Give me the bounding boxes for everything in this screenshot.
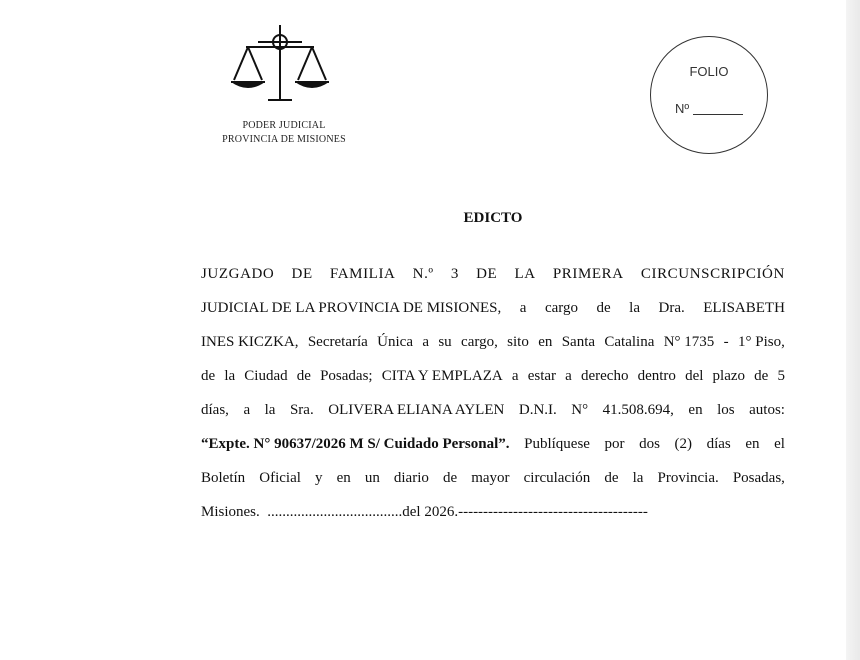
word: DE: [476, 266, 498, 282]
word: N° 1735: [663, 334, 715, 350]
word: el: [774, 436, 785, 452]
word: (2): [674, 436, 693, 452]
text-line-3: [201, 326, 785, 360]
document-body: [201, 258, 785, 530]
text-line-2: [201, 292, 785, 326]
word: dentro: [637, 368, 676, 384]
folio-number-blank: [693, 114, 743, 115]
folio-number: [675, 101, 743, 116]
text-line-8: Misiones. ....................................del 2026.--------------------------------------: [201, 504, 648, 520]
word: en: [745, 436, 760, 452]
word: Secretaría: [307, 334, 368, 350]
word: N°: [571, 402, 589, 418]
word: 5: [777, 368, 785, 384]
word: a: [519, 300, 527, 316]
folio-number-label: Nº: [675, 101, 690, 116]
word: a: [243, 402, 251, 418]
word: a: [565, 368, 572, 384]
poder-judicial-seal: [214, 22, 354, 152]
text-line-4: [201, 360, 785, 394]
word: la: [629, 300, 640, 316]
word: OLIVERA ELIANA AYLEN: [328, 402, 505, 418]
scales-of-justice-icon: [228, 22, 332, 106]
folio-label: FOLIO: [689, 64, 729, 79]
word: Sra.: [289, 402, 314, 418]
word: de: [201, 368, 216, 384]
word: de: [596, 300, 611, 316]
word: en: [688, 402, 703, 418]
word: a: [511, 368, 519, 384]
seal-line-2: PROVINCIA DE MISIONES: [222, 134, 346, 145]
word: en: [538, 334, 553, 350]
page-edge-shadow: [846, 0, 860, 660]
seal-line-1: PODER JUDICIAL: [242, 120, 326, 131]
word: 3: [450, 266, 459, 282]
word: CIRCUNSCRIPCIÓN: [640, 266, 785, 282]
word: N.º: [412, 266, 434, 282]
word: y: [314, 470, 323, 486]
word: Posadas;: [320, 368, 373, 384]
folio-stamp: [650, 36, 768, 154]
word: 1° Piso,: [738, 334, 785, 350]
word: Santa: [561, 334, 596, 350]
document-title: EDICTO: [463, 210, 523, 226]
word: Oficial: [259, 470, 301, 486]
word: cargo,: [461, 334, 498, 350]
word: derecho: [580, 368, 629, 384]
word: de: [442, 470, 458, 486]
word: la: [632, 470, 644, 486]
word: “Expte. N° 90637/2026 M S/ Cuidado Personal”.: [201, 436, 510, 452]
word: de: [296, 368, 311, 384]
word: plazo: [712, 368, 746, 384]
word: Única: [377, 334, 413, 350]
word: su: [438, 334, 452, 350]
text-line-7: [201, 462, 785, 496]
word: del: [685, 368, 704, 384]
text-line-6: [201, 428, 785, 462]
word: cargo: [544, 300, 578, 316]
word: de: [604, 470, 619, 486]
word: LA: [514, 266, 536, 282]
word: la: [224, 368, 236, 384]
word: Boletín: [201, 470, 246, 486]
word: por: [604, 436, 625, 452]
word: Provincia.: [657, 470, 719, 486]
word: los: [717, 402, 735, 418]
word: Posadas,: [732, 470, 785, 486]
word: PRIMERA: [552, 266, 624, 282]
word: DE: [291, 266, 313, 282]
word: Ciudad: [244, 368, 288, 384]
word: 41.508.694,: [602, 402, 674, 418]
word: FAMILIA: [329, 266, 396, 282]
word: autos:: [749, 402, 785, 418]
word: D.N.I.: [518, 402, 557, 418]
word: Catalina: [604, 334, 655, 350]
word: un: [364, 470, 380, 486]
word: a: [422, 334, 429, 350]
word: Publíquese: [524, 436, 590, 452]
word: Dra.: [658, 300, 685, 316]
word: circulación: [523, 470, 591, 486]
word: ELISABETH: [703, 300, 785, 316]
word: INES KICZKA,: [201, 334, 299, 350]
word: diario: [393, 470, 429, 486]
word: mayor: [471, 470, 510, 486]
word: JUDICIAL DE LA PROVINCIA DE MISIONES,: [201, 300, 502, 316]
text-line-5: [201, 394, 785, 428]
word: CITA Y EMPLAZA: [381, 368, 503, 384]
word: de: [754, 368, 769, 384]
word: dos: [639, 436, 660, 452]
word: días,: [201, 402, 229, 418]
word: -: [723, 334, 729, 350]
word: días: [706, 436, 731, 452]
word: en: [336, 470, 351, 486]
word: estar: [527, 368, 557, 384]
word: sito: [507, 334, 529, 350]
text-line-1: [201, 258, 785, 292]
word: la: [264, 402, 276, 418]
word: JUZGADO: [201, 266, 275, 282]
